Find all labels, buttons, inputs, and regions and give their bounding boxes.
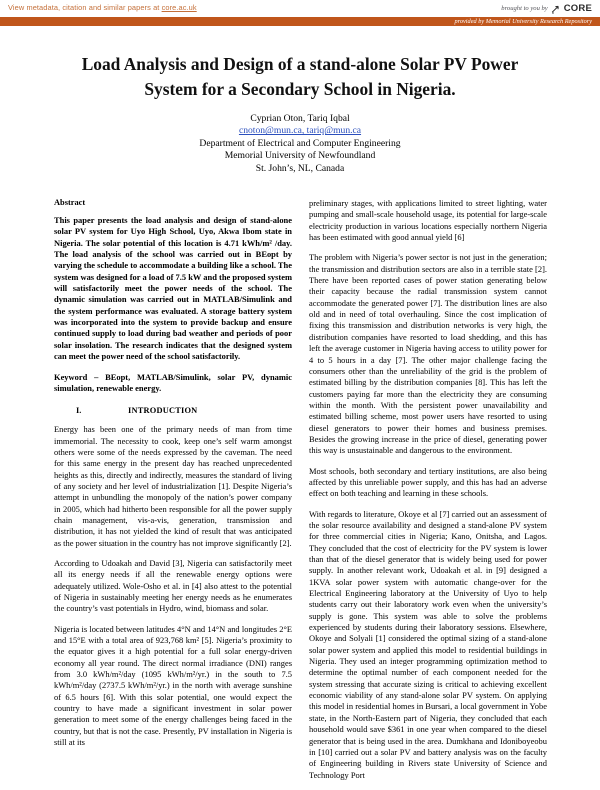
body-paragraph: According to Udoakah and David [3], Nigeria can satisfactorily meet all its energy needs if all the renewable energy options were adequately utilized. Wole-Osho et al. in [4] also attest to the potential of Nigeria in sustainably meeting her energy needs as he enumerates the country’s vast potentials in Hydro, wind, biomass and solar.: [54, 557, 292, 614]
body-paragraph: Most schools, both secondary and tertiary institutions, are also being affected by this unreliable power supply, and this has had an adverse effect on both teaching and learning in these schools.: [309, 465, 547, 499]
section-heading-introduction: [54, 406, 292, 415]
affiliation-department: Department of Electrical and Computer Engineering: [199, 137, 401, 149]
core-arrow-icon: [551, 4, 561, 14]
core-brought-label: brought to you by: [501, 5, 548, 12]
core-metadata-text: [8, 3, 197, 12]
core-ac-uk-link[interactable]: core.ac.uk: [161, 3, 197, 12]
abstract-label: Abstract: [54, 198, 86, 208]
core-brought-to-you-by: [501, 3, 592, 14]
left-column: [54, 198, 292, 790]
body-paragraph: The problem with Nigeria’s power sector is not just in the generation; the transmission and distribution sectors are also in a terrible state [2]. There have been reported cases of power station generating below their capacity because the radial transmission system cannot accommodate the generated power [7]. The distribution lines are also old and in need of total overhauling. Since the cost implication of fixing this transmission and distribution networks is very high, the distribution companies have resorted to load shedding, and this has left the average customer in Nigeria having access to utility power for 4 to 5 hours in a day [7]. The other major challenge facing the consumers other than the unreliability of the grid is the problem of estimated billing by the distribution companies [8]. This has left the customers paying far more than the electricity they are consuming within the month. With the persistent power unavailability and estimated billing scheme, most power users have resorted to using diesel generators to power their homes and business premises. Besides the growing increase in the price of diesel, generating power this way is unsustainable and dangerous to the environment.: [309, 252, 547, 456]
core-provided-bar: [0, 17, 600, 26]
svg-text:▲: ▲: [551, 10, 555, 14]
keywords-text: Keyword – BEopt, MATLAB/Simulink, solar PV, dynamic simulation, renewable energy.: [54, 371, 292, 393]
core-banner: [0, 0, 600, 26]
affiliation-university: Memorial University of Newfoundland: [224, 150, 376, 162]
author-emails[interactable]: cnoton@mun.ca, tariq@mun.ca: [238, 125, 362, 137]
core-banner-top: [0, 0, 600, 17]
page-title: Load Analysis and Design of a stand-alone Solar PV Power System for a Secondary School in Nigeria.: [81, 54, 519, 99]
section-title: INTRODUCTION: [128, 406, 198, 416]
core-logo-text: CORE: [563, 3, 592, 14]
affiliation-location: St. John’s, NL, Canada: [255, 162, 345, 174]
core-provided-by-text: provided by Memorial University Research Repository: [454, 17, 592, 25]
body-paragraph: Nigeria is located between latitudes 4°N and 14°N and longitudes 2°E and 15°E with a total area of 923,768 km² [5]. Nigeria’s proximity to the equator gives it a high potential for a full solar energy-driven economy all year round. The direct normal irradiance (DNI) ranges from 3.0 kWh/m²/day (1095 kWh/m²/yr.) in the south to 7.5 kWh/m²/day (2737.5 kWh/m²/yr.) in the north with average sunshine of 6.5 hours [6]. With this solar potential, one would expect the country to have made a significant investment in solar power generation to meet some of the energy challenges being faced in the country, but that is not the case. Presently, PV installation in Nigeria is still at its: [54, 623, 293, 748]
paper-page: [0, 52, 600, 790]
section-number: I.: [76, 406, 82, 416]
core-metadata-prefix: View metadata, citation and similar papers at: [8, 3, 162, 12]
body-paragraph: Energy has been one of the primary needs of man from time immemorial. The necessity to cook, keep one’s self warm amongst others were some of the needs expressed by the caveman. The need for this same energy in the present day has reached unprecedented heights as this, directly and indirectly, measures the standard of living of any society and her level of industrialization [1]. Despite Nigeria’s attempt in unbundling the monopoly of the nation’s power company in 2005, which had hitherto been responsible for all the power supply chain management, vis-a-vis, generation, transmission and distribution, it has not yielded the kind of result that was anticipated as the power situation in the country has not improve significantly [2].: [54, 424, 292, 548]
body-paragraph: With regards to literature, Okoye et al [7] carried out an assessment of the solar resource availability and designed a stand-alone PV system for three commercial cities in Nigeria; Kano, Onitsha, and Lagos. They concluded that the cost of electricity for the PV system is lower than that of the diesel generator that is widely being used for power supply. In another relevant work, Udoakah et al. in [9] designed a 1KVA solar power system with automatic change-over for the Electrical Engineering laboratory at the University of Uyo to help students carry out their laboratory work even when the university’s supply is gone. This system was able to solve the problems experienced by students during their laboratory sessions. Elsewhere, Okoye and Solyali [1] considered the optimal sizing of a stand-alone solar power system and applied this model to residential buildings in Nigeria. They used an integer programming optimization method to determine the optimal number of each component needed for the system stressing that accurate sizing is critical to achieving excellent economic viability of any stand-alone solar PV system. On applying this model in residential homes in Bursari, a local government in Yobe state, in the North-Eastern part of Nigeria, they concluded that each household would save $361 in one year when compared to the diesel generator that is being used in the area. Dumkhana and Idoniboyeobu in [10] carried out a solar PV and battery analysis was on the faculty of Engineering building in Rivers state University of Science and Technology Port: [309, 508, 547, 780]
two-column-layout: [54, 198, 546, 790]
abstract-text: This paper presents the load analysis and design of stand-alone solar PV system for Uyo High School, Uyo, Akwa Ibom state in Nigeria. The solar potential of this location is 4.71 kWh/m² /day. The load analysis of the school was carried out in BEopt by varying the schedule to accommodate a building like a school. The system was designed for a load of 7.5 kW and the proposed system will satisfactorily meet the power needs of the school. The dynamic simulation was carried out in MATLAB/Simulink and the system performance was evaluated. A storage battery system was incorporated into the system to provide backup and ensure continued supply to load during bad weather and periods of poor solar insolation. The research indicates that the designed system can meet the power need of the school satisfactorily.: [54, 215, 292, 362]
author-block: [54, 113, 546, 175]
body-paragraph: preliminary stages, with applications limited to street lighting, water pumping and small-scale household usage, its potential for large-scale electricity production in various locations especially northern Nigeria has been estimated with good annual yield [6]: [309, 198, 547, 243]
right-column: [309, 198, 547, 790]
author-names: Cyprian Oton, Tariq Iqbal: [250, 113, 350, 124]
